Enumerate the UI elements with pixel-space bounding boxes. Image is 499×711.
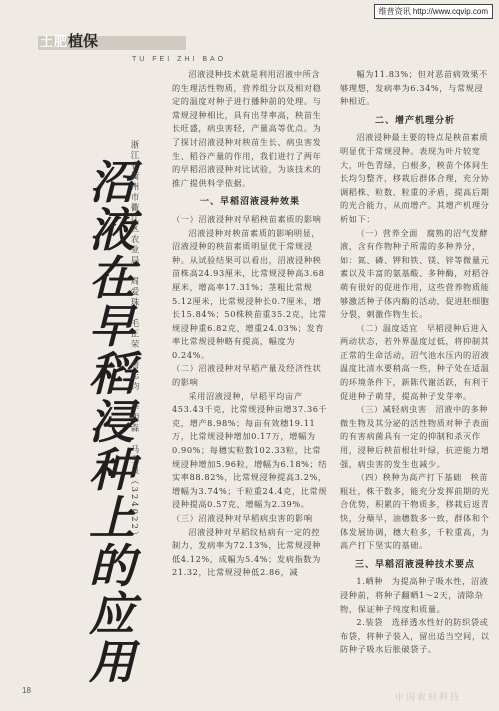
- paragraph: 采用沼液浸种，早稻平均亩产453.43千克，比常规浸种亩增37.36千克，增产8.98%；每亩有效穗19.11万，比常规浸种增加0.17万，增幅为0.90%；每穗实粒数102.33粒，比常规浸种增加5.96粒，增幅为6.18%；结实率88.82%，比常规浸种提高3.2%，增幅为3.74%；千粒重24.4克，比常规浸种提高0.57克，增幅为2.39%。: [172, 390, 328, 510]
- watermark[interactable]: 维普资讯 http://www.cqvip.com: [374, 4, 493, 19]
- section-pinyin: TU FEI ZHI BAO: [132, 56, 227, 63]
- page-number: 18: [22, 686, 31, 695]
- title-char: 沼: [89, 155, 135, 209]
- title-char: 种: [89, 443, 135, 497]
- paragraph: 沼液浸种对早稻纹枯病有一定的控制力，发病率为72.13%，比常规浸种低4.12%，成幅为5.4%；发病指数为21.32，比常规浸种低2.86，减: [172, 526, 322, 578]
- paragraph: （三）减轻病虫害 沼液中的多种微生物及其分泌的活性物质对种子表面的有害病菌具有一定的抑制和杀灭作用，浸种后秧苗根壮叶绿，抗逆能力增强，病虫害的发生也减少。: [340, 404, 490, 469]
- title-char: 上: [89, 491, 135, 545]
- paragraph: （二）温度适宜 早稻浸种后进入两动状态，若外界温度过低，将抑制其正常的生命活动，沼气池水压内的沼液温度比清水要稍高一些，种子处在适温的环境条件下，新陈代谢活跃，有利于促进种子萌芽，提高种子发芽率。: [340, 322, 490, 401]
- section-heading: 二、增产机理分析: [374, 115, 455, 126]
- title-char: 的: [89, 539, 135, 593]
- title-char: 早: [89, 299, 135, 353]
- title-char: 用: [89, 635, 135, 689]
- author-line: 浙江省衢州市衢江区农业局 周爱珠 毛正荣 詹志钧 李明森 马生良（324022）: [129, 140, 139, 542]
- section-heading: 三、早稻沼液浸种技术要点: [354, 559, 475, 570]
- section-name: 植保: [68, 33, 99, 50]
- paragraph: 幅为11.83%；但对恶苗病效果不够理想，发病率为6.34%，与常规浸种相近。: [340, 69, 488, 107]
- paragraph: 沼液浸种对秧苗素质的影响明显，沼液浸种的秧苗素质明显优于常规浸种。从试验结果可以看出，沼液浸种秧苗株高24.93厘米，比常规浸种高3.68厘米，增高率17.31%；茎粗比常规5.12厘米，比常规浸种长0.7厘米，增长15.84%；50株秧苗重35.2克，比常规浸种重6.82克，增重24.03%；发育率比常规浸种略有提高，幅度为0.24%。: [172, 227, 327, 360]
- section-tag: [40, 30, 98, 51]
- paragraph: 1.晒种 为提高种子吸水性，沼液浸种前，将种子翻晒1～2天，清除杂物，保证种子纯度和质量。: [340, 576, 489, 614]
- title-char: 稻: [89, 347, 135, 401]
- column-right: [340, 68, 490, 657]
- title-char: 浸: [89, 395, 135, 449]
- column-left: [172, 68, 328, 580]
- subheading: （一）沼液浸种对早稻秧苗素质的影响: [172, 213, 322, 224]
- title-char: 液: [89, 203, 135, 257]
- section-heading: 一、早稻沼液浸种效果: [199, 197, 300, 208]
- paragraph: （一）营养全面 腐熟的沼气发酵液，含有作物种子所需的多种养分，如：氮、磷、钾和铁、镁、锌等微量元素以及丰富的氨基酸、多种酶，对稻谷萌有很好的促进作用，这些营养物质能够激活种子体内酶的活动，促进胚细胞分裂，刺激作物生长。: [340, 227, 490, 320]
- subheading: （三）沼液浸种对早稻病虫害的影响: [172, 513, 313, 523]
- subheading: （二）沼液浸种对早稻产量及经济性状的影响: [172, 363, 322, 388]
- paragraph: （四）秧种为高产打下基础 秧苗粗壮，株干数多，能充分发挥前期的光合优势，积累的干物质多，移栽后返青快，分蘖早，油穗数多一致，群体和个体发展协调，穗大粒多，千粒重高，为高产打下坚实的基础。: [340, 472, 490, 551]
- paragraph: 2.装袋 选择透水性好的防织袋或布袋，将种子装入，留出适当空间，以防种子吸水后胀破袋子。: [340, 617, 490, 655]
- section-prefix: 土肥: [40, 34, 69, 49]
- title-char: 应: [89, 587, 135, 641]
- article-title: [72, 155, 152, 689]
- paragraph: 沼液浸种最主要的特点是秧苗素质明显优于常规浸种。表现为叶片较宽大，叶色青绿，白根多，秧苗个体间生长均匀整齐，移栽后群体合理，充分协调稻株、粒数、粒重的矛盾，提高后期的光合能力，从而增产。其增产机理分析如下：: [340, 132, 490, 224]
- paragraph: 沼液浸种技术就是利用沼液中所含的生理活性物质，营养组分以及相对稳定的温度对种子进行播种前的处理。与常规浸种相比，具有出芽率高，秧苗生长旺盛，病虫害轻，产量高等优点。为了探讨沼液浸种对秧苗生长、病虫害发生、稻谷产量的作用，我们进行了两年的早稻沼液浸种对比试验，为该技术的推广提供科学依据。: [172, 69, 322, 188]
- title-char: 在: [89, 251, 135, 305]
- footer-magazine: 中国农村科技: [395, 693, 462, 703]
